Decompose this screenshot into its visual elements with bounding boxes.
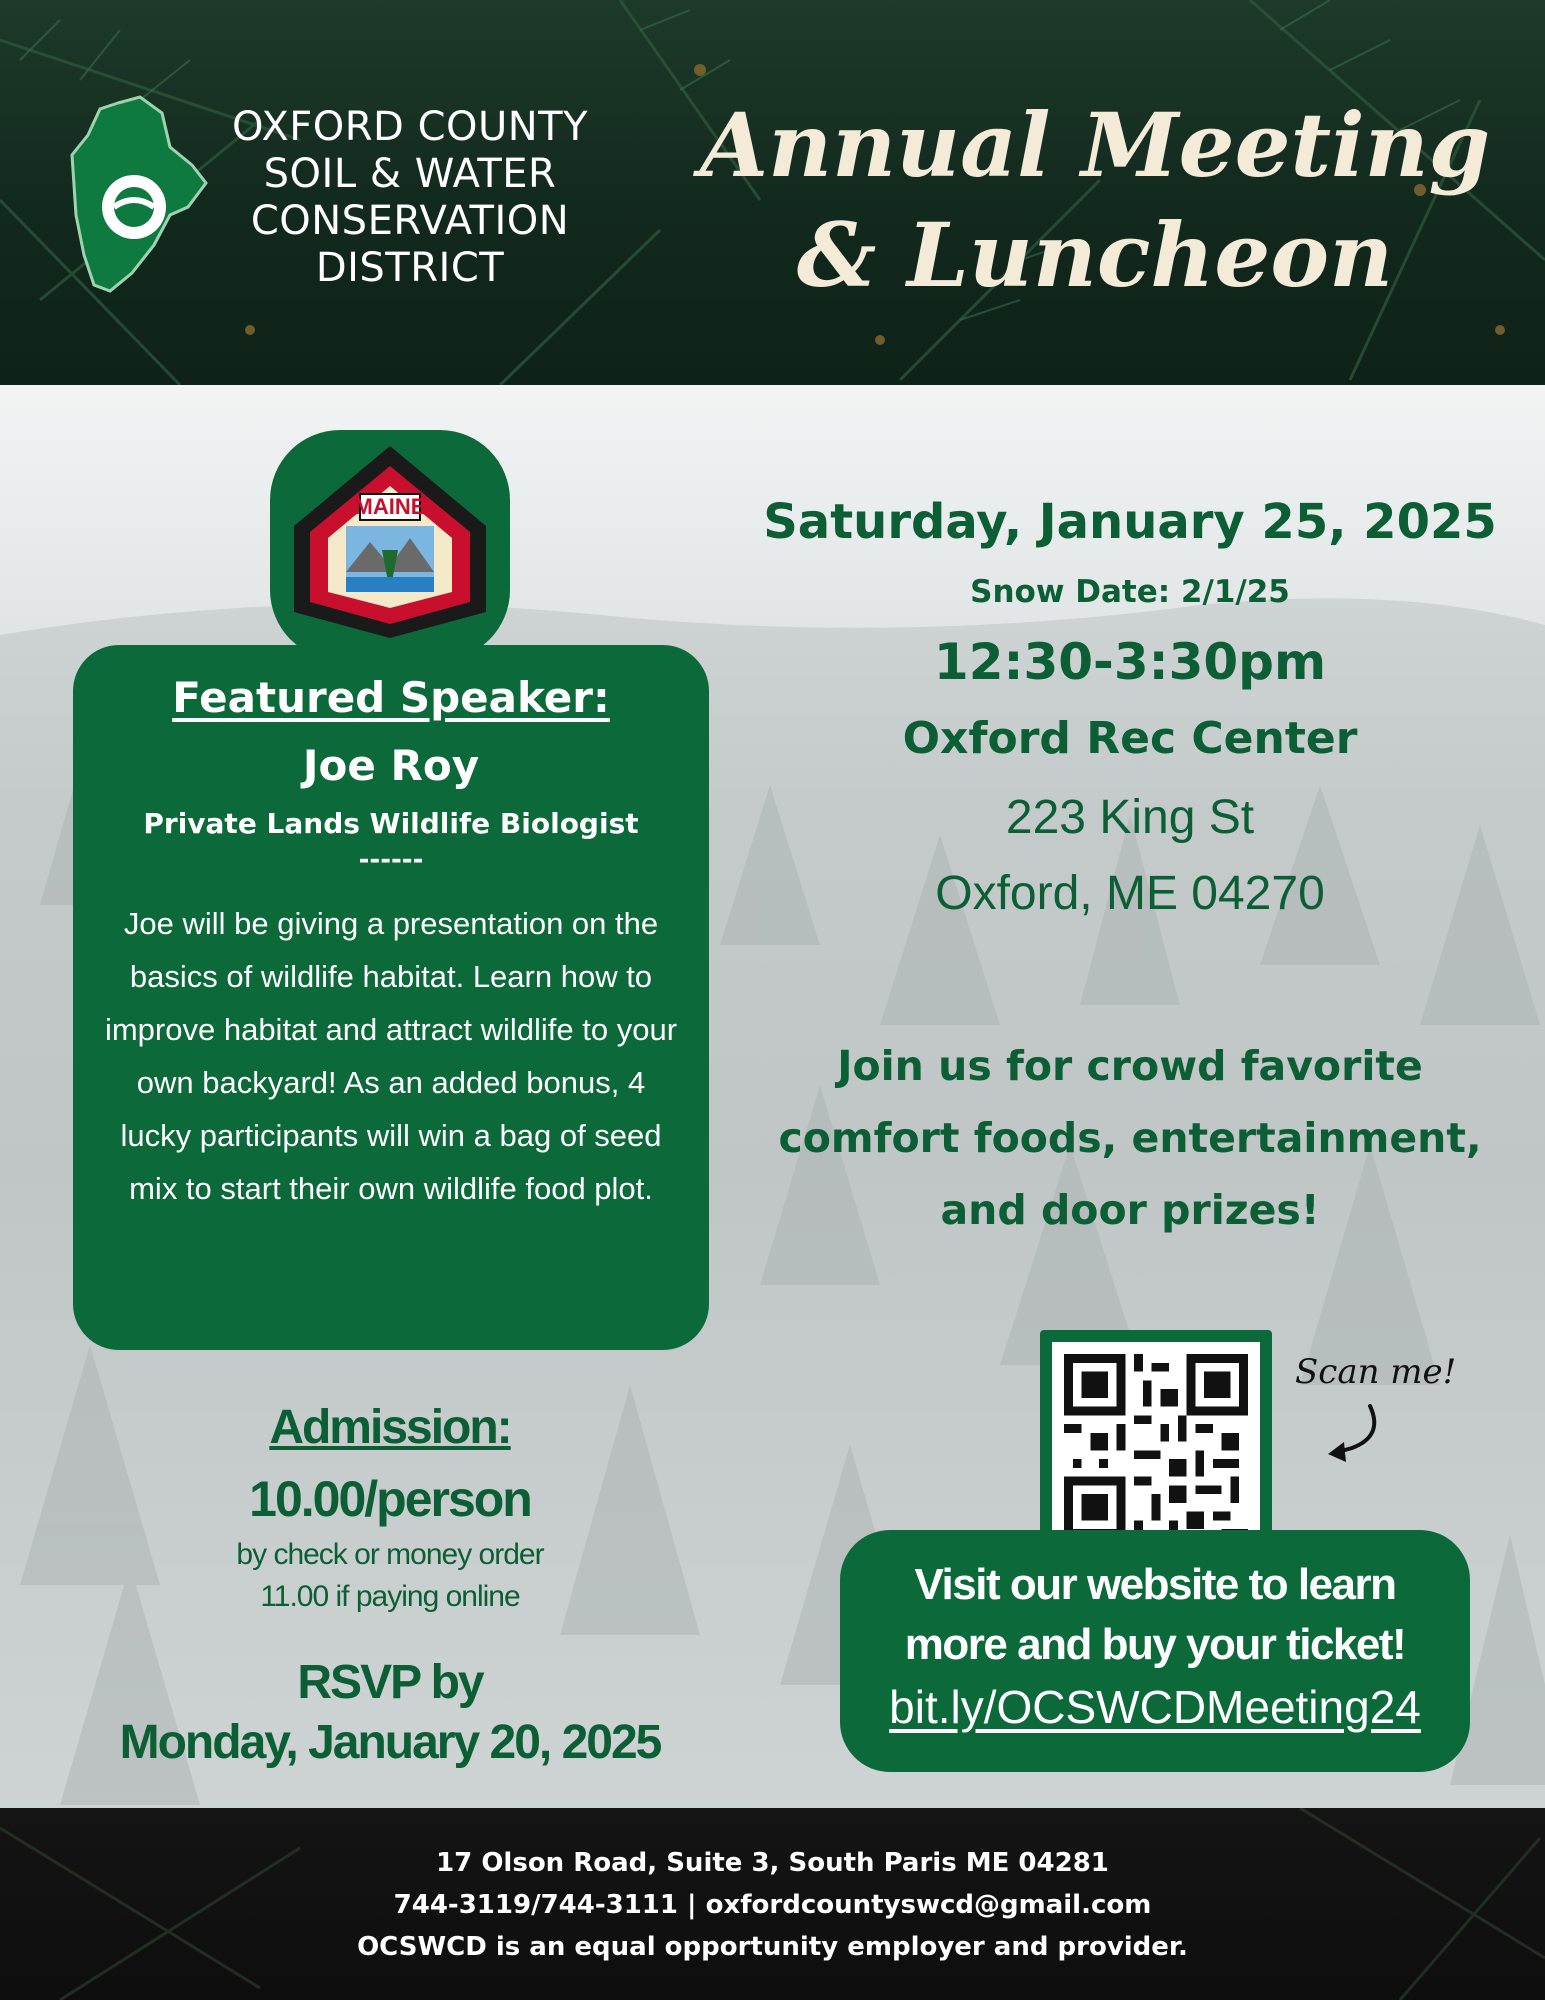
- website-line-1: Visit our website to learn: [914, 1560, 1396, 1609]
- footer-address: 17 Olson Road, Suite 3, South Paris ME 04281: [436, 1848, 1109, 1878]
- badge-maine-text: MAINE: [354, 494, 426, 519]
- snow-date: Snow Date: 2/1/25: [970, 574, 1290, 610]
- join-line-1: Join us for crowd favorite: [837, 1042, 1423, 1090]
- rsvp-deadline: Monday, January 20, 2025: [119, 1716, 661, 1769]
- speaker-name: Joe Roy: [302, 741, 480, 790]
- join-line-3: and door prizes!: [940, 1186, 1320, 1234]
- event-venue: Oxford Rec Center: [902, 713, 1358, 764]
- speaker-separator: ------: [358, 845, 424, 875]
- org-line-2: SOIL & WATER: [263, 151, 557, 197]
- maine-state-logo-icon: [70, 95, 210, 295]
- website-card: [840, 1530, 1470, 1772]
- ticket-link[interactable]: bit.ly/OCSWCDMeeting24: [889, 1681, 1421, 1733]
- org-line-1: OXFORD COUNTY: [231, 104, 589, 150]
- qr-code-icon: [1064, 1354, 1248, 1538]
- venue-city: Oxford, ME 04270: [935, 867, 1325, 920]
- admission-heading: Admission:: [269, 1401, 511, 1454]
- qr-code-panel: [1052, 1342, 1260, 1552]
- org-line-3: CONSERVATION: [250, 198, 570, 244]
- qr-code[interactable]: [1040, 1330, 1272, 1556]
- org-line-4: DISTRICT: [315, 245, 505, 291]
- event-title: [680, 90, 1510, 310]
- speaker-role: Private Lands Wildlife Biologist: [143, 807, 639, 840]
- footer-contact: 744-3119/744-3111 | oxfordcountyswcd@gmail.com: [393, 1890, 1152, 1920]
- featured-speaker-card: [73, 645, 709, 1350]
- organization-name: [200, 104, 620, 292]
- ifw-shield-icon: [290, 442, 490, 642]
- event-date: Saturday, January 25, 2025: [763, 494, 1497, 550]
- scan-me-label: Scan me!: [1295, 1352, 1457, 1392]
- footer: [0, 1808, 1545, 2000]
- title-line-1: Annual Meeting: [699, 93, 1491, 197]
- event-invitation: [740, 1030, 1520, 1246]
- admission-price: 10.00/person: [249, 1471, 531, 1527]
- maine-ifw-badge: [270, 430, 510, 660]
- title-line-2: & Luncheon: [796, 203, 1394, 307]
- join-line-2: comfort foods, entertainment,: [778, 1114, 1482, 1162]
- event-time: 12:30-3:30pm: [933, 633, 1327, 691]
- admission-payment-online: 11.00 if paying online: [260, 1580, 520, 1613]
- header-banner: [0, 0, 1545, 385]
- footer-equal-opportunity: OCSWCD is an equal opportunity employer and provider.: [357, 1932, 1188, 1962]
- rsvp-heading: RSVP by: [297, 1656, 483, 1709]
- speaker-heading: Featured Speaker:: [172, 673, 610, 722]
- website-line-2: more and buy your ticket!: [904, 1620, 1406, 1669]
- admission-payment-check: by check or money order: [236, 1538, 544, 1571]
- venue-street: 223 King St: [1005, 791, 1255, 844]
- curved-arrow-icon: [1318, 1400, 1388, 1470]
- speaker-description: Joe will be giving a presentation on the basics of wildlife habitat. Learn how to improve habitat and attract wildlife to your own backyard! As an added bonus, 4 lucky participants will win a bag of seed mix to start their own wildlife food plot.: [104, 906, 678, 1206]
